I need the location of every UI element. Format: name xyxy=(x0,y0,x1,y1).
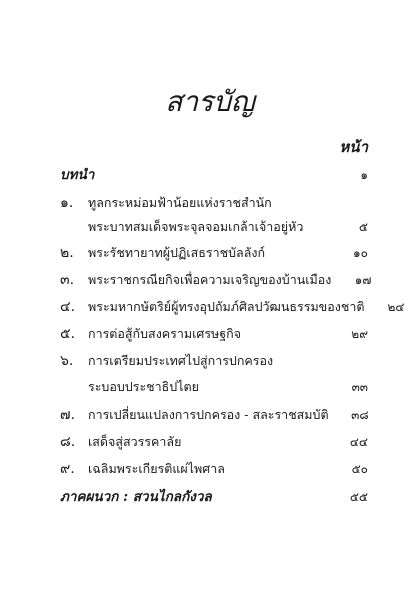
toc-entry-page: ๓๘ xyxy=(351,408,369,422)
toc-entry xyxy=(60,458,368,480)
toc-entry-page: ๔๔ xyxy=(349,435,368,449)
toc-entry-number: ๔. xyxy=(60,299,76,315)
toc-intro-label: บทนำ xyxy=(60,167,95,183)
toc-appendix-page: ๕๕ xyxy=(349,490,368,504)
toc-intro xyxy=(60,163,368,185)
toc-entry-number: ๘. xyxy=(60,434,76,450)
toc-entry-number: ๒. xyxy=(60,245,74,261)
toc-entry-page: ๑๗ xyxy=(354,273,372,287)
toc-intro-page: ๑ xyxy=(360,168,368,182)
toc-entry-title: พระมหากษัตริย์ผู้ทรงอุปถัมภ์ศิลปวัฒนธรรมของชาติ xyxy=(88,299,365,314)
toc-entry-title: ระบอบประชาธิปไตย xyxy=(88,379,199,394)
toc-entry-title: การเตรียมประเทศไปสู่การปกครอง xyxy=(88,353,274,368)
toc-entry-title: การต่อสู้กับสงครามเศรษฐกิจ xyxy=(88,326,242,341)
toc-entry-number: ๗. xyxy=(60,407,75,423)
toc-entry-page: ๒๙ xyxy=(351,327,368,341)
toc-appendix-label: ภาคผนวก : สวนไกลกังวล xyxy=(60,489,212,505)
toc-entry-title: เสด็จสู่สวรรคาลัย xyxy=(88,434,182,449)
toc-entry xyxy=(60,350,368,372)
toc-entry-title: พระราชกรณียกิจเพื่อความเจริญของบ้านเมือง xyxy=(88,272,332,287)
toc-appendix xyxy=(60,485,368,507)
toc-entry xyxy=(60,377,368,399)
toc-entry-title: พระบาทสมเด็จพระจุลจอมเกล้าเจ้าอยู่หัว xyxy=(88,219,304,234)
toc-entry-title: เฉลิมพระเกียรติแผ่ไพศาล xyxy=(88,461,225,476)
toc-entry-page: ๒๔ xyxy=(387,300,405,314)
toc-entry-title: การเปลี่ยนแปลงการปกครอง - สละราชสมบัติ xyxy=(88,407,329,422)
toc-entry-number: ๖. xyxy=(60,353,74,369)
toc-entry-page: ๓๓ xyxy=(351,380,368,394)
toc-entry-number: ๑. xyxy=(60,195,74,211)
toc-entry-page: ๕ xyxy=(358,220,368,234)
toc-entry xyxy=(60,192,368,214)
toc-entry xyxy=(60,242,368,264)
toc-entry xyxy=(60,269,372,291)
toc-entry-title: ทูลกระหม่อมฟ้าน้อยแห่งราชสำนัก xyxy=(88,195,272,210)
toc-entry xyxy=(60,217,368,239)
toc-entry-page: ๕๐ xyxy=(351,462,368,476)
toc-entry-number: ๓. xyxy=(60,272,75,288)
toc-entry xyxy=(60,296,405,318)
page-column-header: หน้า xyxy=(339,138,368,156)
toc-entry-page: ๑๐ xyxy=(353,246,368,260)
toc-entry xyxy=(60,404,368,426)
toc-entry xyxy=(60,431,368,453)
toc-entry-number: ๙. xyxy=(60,461,75,477)
toc-entry-title: พระรัชทายาทผู้ปฏิเสธราชบัลลังก์ xyxy=(88,245,266,260)
page-title: สารบัญ xyxy=(165,85,255,118)
toc-entry xyxy=(60,323,368,345)
toc-entry-number: ๕. xyxy=(60,326,76,342)
